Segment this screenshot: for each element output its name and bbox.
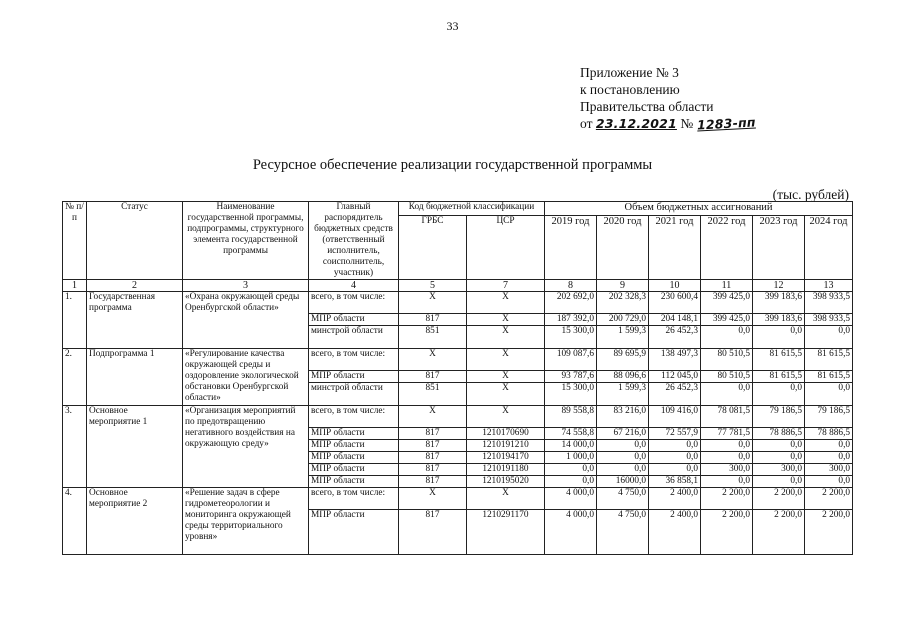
row-number: 2. [63, 349, 87, 406]
row-value: 112 045,0 [649, 371, 701, 383]
row-value: 300,0 [753, 464, 805, 476]
row-grbs: Х [399, 349, 467, 371]
column-number: 13 [805, 280, 853, 292]
row-value: 4 000,0 [545, 510, 597, 555]
header-csr: ЦСР [467, 216, 545, 280]
row-value: 16000,0 [597, 476, 649, 488]
row-value: 36 858,1 [649, 476, 701, 488]
row-admin: всего, в том числе: [309, 292, 399, 314]
row-csr: Х [467, 406, 545, 428]
row-value: 0,0 [597, 452, 649, 464]
row-value: 80 510,5 [701, 371, 753, 383]
row-value: 0,0 [701, 383, 753, 406]
row-csr: Х [467, 314, 545, 326]
row-value: 0,0 [649, 452, 701, 464]
column-number: 4 [309, 280, 399, 292]
row-value: 0,0 [597, 464, 649, 476]
row-value: 2 200,0 [753, 510, 805, 555]
row-value: 0,0 [753, 476, 805, 488]
row-grbs: 817 [399, 440, 467, 452]
row-value: 0,0 [701, 452, 753, 464]
row-value: 399 425,0 [701, 292, 753, 314]
row-value: 0,0 [649, 440, 701, 452]
row-value: 2 200,0 [701, 510, 753, 555]
row-csr: Х [467, 326, 545, 349]
row-name: «Решение задач в сфере гидрометеорологии и мониторинга окружающей среды территориального уровня» [183, 488, 309, 555]
header-num: № п/п [63, 202, 87, 280]
header-year: 2024 год [805, 216, 853, 280]
appendix-line-2: к постановлению [580, 82, 680, 97]
row-value: 74 558,8 [545, 428, 597, 440]
column-number: 2 [87, 280, 183, 292]
header-budget-code: Код бюджетной классификации [399, 202, 545, 216]
row-value: 2 200,0 [805, 488, 853, 510]
row-value: 0,0 [753, 452, 805, 464]
row-value: 1 599,3 [597, 383, 649, 406]
table-row [63, 406, 853, 428]
row-value: 78 886,5 [805, 428, 853, 440]
row-grbs: 817 [399, 371, 467, 383]
row-grbs: Х [399, 488, 467, 510]
row-value: 138 497,3 [649, 349, 701, 371]
row-value: 0,0 [545, 464, 597, 476]
header-year: 2020 год [597, 216, 649, 280]
row-name: «Организация мероприятий по предотвращению негативного воздействия на окружающую среду» [183, 406, 309, 488]
row-value: 398 933,5 [805, 314, 853, 326]
appendix-number-sign: № [680, 116, 694, 131]
row-csr: Х [467, 292, 545, 314]
appendix-date-line [580, 115, 755, 132]
row-value: 81 615,5 [753, 349, 805, 371]
row-admin: минстрой области [309, 383, 399, 406]
table-row [63, 292, 853, 314]
header-status: Статус [87, 202, 183, 280]
row-csr: 1210194170 [467, 452, 545, 464]
row-value: 26 452,3 [649, 326, 701, 349]
row-status: Основное мероприятие 2 [87, 488, 183, 555]
budget-table [62, 201, 853, 555]
row-value: 14 000,0 [545, 440, 597, 452]
row-value: 399 183,6 [753, 292, 805, 314]
row-value: 2 400,0 [649, 488, 701, 510]
column-number-row [63, 280, 853, 292]
row-csr: 1210170690 [467, 428, 545, 440]
row-value: 0,0 [753, 440, 805, 452]
row-value: 2 200,0 [753, 488, 805, 510]
row-status: Государственная программа [87, 292, 183, 349]
appendix-block [580, 64, 755, 132]
document-title: Ресурсное обеспечение реализации государственной программы [252, 157, 653, 173]
row-value: 109 416,0 [649, 406, 701, 428]
row-admin: МПР области [309, 440, 399, 452]
row-value: 89 558,8 [545, 406, 597, 428]
row-name: «Регулирование качества окружающей среды и оздоровление экологической обстановки Оренбургской области» [183, 349, 309, 406]
appendix-line-3: Правительства области [580, 99, 714, 114]
row-csr: Х [467, 383, 545, 406]
row-value: 0,0 [805, 326, 853, 349]
row-admin: МПР области [309, 314, 399, 326]
row-grbs: 817 [399, 428, 467, 440]
row-value: 202 692,0 [545, 292, 597, 314]
row-value: 78 081,5 [701, 406, 753, 428]
row-value: 77 781,5 [701, 428, 753, 440]
row-grbs: 817 [399, 452, 467, 464]
row-admin: всего, в том числе: [309, 349, 399, 371]
row-value: 80 510,5 [701, 349, 753, 371]
row-grbs: 851 [399, 383, 467, 406]
row-value: 399 183,6 [753, 314, 805, 326]
row-csr: 1210191210 [467, 440, 545, 452]
table-row [63, 488, 853, 510]
row-value: 81 615,5 [753, 371, 805, 383]
table-row [63, 349, 853, 371]
row-value: 88 096,6 [597, 371, 649, 383]
page-number: 33 [446, 19, 459, 33]
column-number: 5 [399, 280, 467, 292]
row-value: 0,0 [753, 326, 805, 349]
row-admin: МПР области [309, 428, 399, 440]
row-name: «Охрана окружающей среды Оренбургской области» [183, 292, 309, 349]
row-value: 2 200,0 [701, 488, 753, 510]
row-value: 300,0 [805, 464, 853, 476]
appendix-date: 23.12.2021 [595, 116, 677, 131]
row-number: 1. [63, 292, 87, 349]
row-value: 72 557,9 [649, 428, 701, 440]
appendix-from: от [580, 116, 593, 131]
row-value: 15 300,0 [545, 383, 597, 406]
row-value: 15 300,0 [545, 326, 597, 349]
row-value: 83 216,0 [597, 406, 649, 428]
row-value: 204 148,1 [649, 314, 701, 326]
column-number: 10 [649, 280, 701, 292]
header-year: 2023 год [753, 216, 805, 280]
row-admin: МПР области [309, 464, 399, 476]
row-value: 2 400,0 [649, 510, 701, 555]
row-value: 0,0 [805, 476, 853, 488]
row-status: Основное мероприятие 1 [87, 406, 183, 488]
row-value: 2 200,0 [805, 510, 853, 555]
row-value: 1 599,3 [597, 326, 649, 349]
row-value: 202 328,3 [597, 292, 649, 314]
row-admin: МПР области [309, 510, 399, 555]
row-csr: 1210291170 [467, 510, 545, 555]
row-grbs: Х [399, 292, 467, 314]
header-year: 2022 год [701, 216, 753, 280]
row-number: 3. [63, 406, 87, 488]
row-value: 0,0 [805, 452, 853, 464]
row-number: 4. [63, 488, 87, 555]
header-name: Наименование государственной программы, подпрограммы, структурного элемента государственной программы [183, 202, 309, 280]
row-csr: Х [467, 371, 545, 383]
row-value: 0,0 [545, 476, 597, 488]
row-value: 0,0 [753, 383, 805, 406]
budget-table-body [63, 292, 853, 555]
row-grbs: 817 [399, 314, 467, 326]
appendix-line-1: Приложение № 3 [580, 65, 679, 80]
row-value: 300,0 [701, 464, 753, 476]
row-admin: МПР области [309, 371, 399, 383]
row-value: 79 186,5 [753, 406, 805, 428]
column-number: 12 [753, 280, 805, 292]
row-value: 0,0 [701, 476, 753, 488]
row-csr: Х [467, 349, 545, 371]
row-value: 399 425,0 [701, 314, 753, 326]
row-value: 79 186,5 [805, 406, 853, 428]
header-grbs: ГРБС [399, 216, 467, 280]
row-value: 0,0 [701, 326, 753, 349]
row-value: 4 000,0 [545, 488, 597, 510]
header-admin: Главный распорядитель бюджетных средств (ответственный исполнитель, соисполнитель, участник) [309, 202, 399, 280]
row-status: Подпрограмма 1 [87, 349, 183, 406]
row-value: 81 615,5 [805, 349, 853, 371]
row-admin: всего, в том числе: [309, 488, 399, 510]
row-value: 187 392,0 [545, 314, 597, 326]
row-value: 0,0 [805, 440, 853, 452]
row-value: 230 600,4 [649, 292, 701, 314]
units-label: (тыс. рублей) [772, 187, 849, 202]
row-value: 78 886,5 [753, 428, 805, 440]
header-year: 2019 год [545, 216, 597, 280]
row-value: 4 750,0 [597, 510, 649, 555]
row-csr: 1210191180 [467, 464, 545, 476]
row-value: 0,0 [701, 440, 753, 452]
row-value: 109 087,6 [545, 349, 597, 371]
row-csr: Х [467, 488, 545, 510]
row-csr: 1210195020 [467, 476, 545, 488]
row-value: 1 000,0 [545, 452, 597, 464]
column-number: 3 [183, 280, 309, 292]
column-number: 8 [545, 280, 597, 292]
row-value: 0,0 [649, 464, 701, 476]
row-value: 0,0 [805, 383, 853, 406]
row-admin: МПР области [309, 452, 399, 464]
row-admin: МПР области [309, 476, 399, 488]
row-value: 89 695,9 [597, 349, 649, 371]
row-grbs: 817 [399, 476, 467, 488]
header-volume: Объем бюджетных ассигнований [545, 202, 853, 216]
row-value: 200 729,0 [597, 314, 649, 326]
column-number: 7 [467, 280, 545, 292]
row-admin: всего, в том числе: [309, 406, 399, 428]
column-number: 1 [63, 280, 87, 292]
row-value: 67 216,0 [597, 428, 649, 440]
row-grbs: Х [399, 406, 467, 428]
row-grbs: 817 [399, 464, 467, 476]
appendix-number: 1283-пп [696, 114, 756, 133]
row-grbs: 851 [399, 326, 467, 349]
row-value: 4 750,0 [597, 488, 649, 510]
row-value: 81 615,5 [805, 371, 853, 383]
row-value: 26 452,3 [649, 383, 701, 406]
row-admin: минстрой области [309, 326, 399, 349]
header-year: 2021 год [649, 216, 701, 280]
column-number: 9 [597, 280, 649, 292]
row-value: 0,0 [597, 440, 649, 452]
column-number: 11 [701, 280, 753, 292]
row-grbs: 817 [399, 510, 467, 555]
row-value: 398 933,5 [805, 292, 853, 314]
row-value: 93 787,6 [545, 371, 597, 383]
